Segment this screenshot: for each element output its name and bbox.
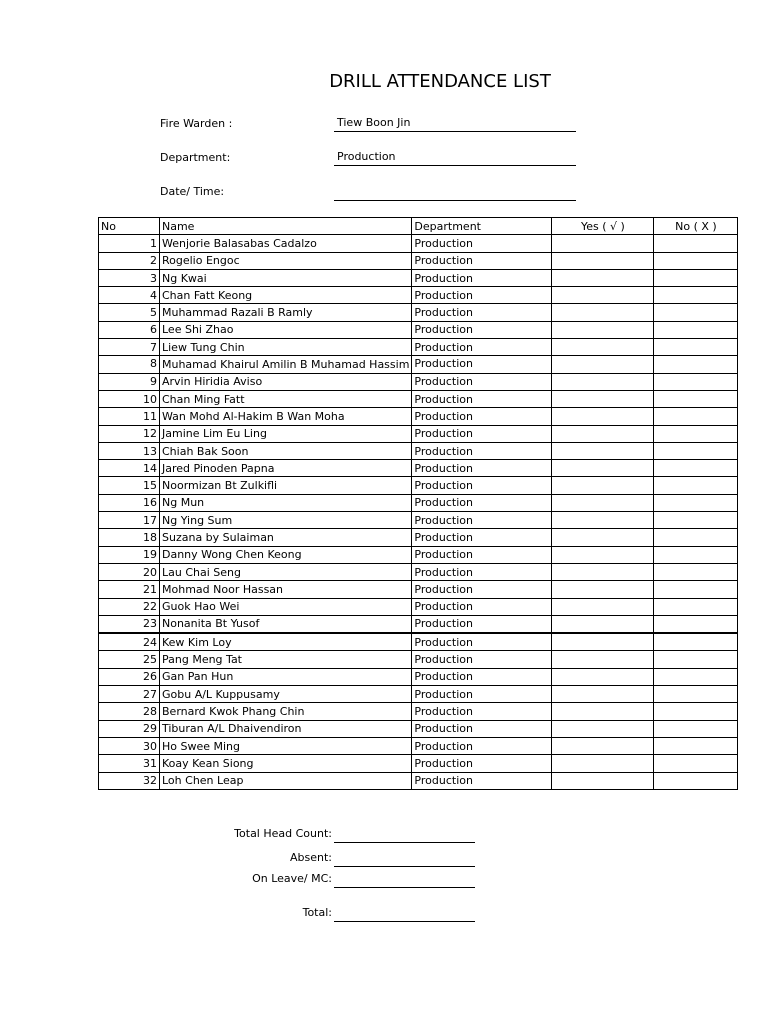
column-header-department: Department	[412, 218, 552, 235]
total-field	[334, 920, 475, 922]
row-department: Production	[412, 633, 552, 651]
row-number: 6	[99, 321, 160, 338]
row-department: Production	[412, 269, 552, 286]
row-name: Chiah Bak Soon	[160, 442, 412, 459]
row-yes-cell	[552, 720, 654, 737]
table-row	[99, 339, 738, 356]
row-department: Production	[412, 615, 552, 633]
row-department: Production	[412, 442, 552, 459]
row-number: 15	[99, 477, 160, 494]
row-department: Production	[412, 546, 552, 563]
row-name: Lau Chai Seng	[160, 563, 412, 580]
row-no-cell	[654, 321, 738, 338]
absent-label: Absent:	[290, 851, 332, 864]
table-row	[99, 494, 738, 511]
row-number: 28	[99, 703, 160, 720]
row-department: Production	[412, 563, 552, 580]
row-department: Production	[412, 772, 552, 789]
table-row	[99, 460, 738, 477]
row-yes-cell	[552, 581, 654, 598]
table-row	[99, 686, 738, 703]
row-name: Noormizan Bt Zulkifli	[160, 477, 412, 494]
row-name: Jamine Lim Eu Ling	[160, 425, 412, 442]
row-number: 32	[99, 772, 160, 789]
table-row	[99, 252, 738, 269]
column-header-yes: Yes ( √ )	[552, 218, 654, 235]
row-yes-cell	[552, 442, 654, 459]
row-number: 30	[99, 737, 160, 754]
row-name: Lee Shi Zhao	[160, 321, 412, 338]
row-department: Production	[412, 390, 552, 407]
row-no-cell	[654, 546, 738, 563]
total-label: Total:	[302, 906, 332, 919]
total-head-count-field	[334, 841, 475, 843]
row-number: 29	[99, 720, 160, 737]
table-row	[99, 235, 738, 252]
row-no-cell	[654, 287, 738, 304]
row-number: 5	[99, 304, 160, 321]
row-department: Production	[412, 287, 552, 304]
row-yes-cell	[552, 460, 654, 477]
row-yes-cell	[552, 598, 654, 615]
row-no-cell	[654, 477, 738, 494]
row-no-cell	[654, 598, 738, 615]
row-name: Ng Kwai	[160, 269, 412, 286]
row-number: 23	[99, 615, 160, 633]
row-no-cell	[654, 529, 738, 546]
row-department: Production	[412, 235, 552, 252]
fire-warden-field: Tiew Boon Jin	[334, 116, 576, 132]
row-name: Chan Ming Fatt	[160, 390, 412, 407]
table-row	[99, 651, 738, 668]
row-number: 31	[99, 755, 160, 772]
row-name: Rogelio Engoc	[160, 252, 412, 269]
table-row	[99, 598, 738, 615]
row-number: 24	[99, 633, 160, 651]
table-row	[99, 356, 738, 373]
on-leave-field	[334, 886, 475, 888]
row-department: Production	[412, 356, 552, 373]
table-row	[99, 390, 738, 407]
table-row	[99, 512, 738, 529]
row-department: Production	[412, 686, 552, 703]
row-no-cell	[654, 563, 738, 580]
row-number: 19	[99, 546, 160, 563]
row-yes-cell	[552, 772, 654, 789]
column-header-name: Name	[160, 218, 412, 235]
row-number: 10	[99, 390, 160, 407]
row-name: Danny Wong Chen Keong	[160, 546, 412, 563]
table-row	[99, 633, 738, 651]
row-department: Production	[412, 477, 552, 494]
datetime-label: Date/ Time:	[160, 185, 225, 198]
row-department: Production	[412, 581, 552, 598]
row-name: Muhammad Razali B Ramly	[160, 304, 412, 321]
row-no-cell	[654, 373, 738, 390]
row-yes-cell	[552, 686, 654, 703]
row-name: Liew Tung Chin	[160, 339, 412, 356]
row-yes-cell	[552, 356, 654, 373]
row-name: Nonanita Bt Yusof	[160, 615, 412, 633]
row-yes-cell	[552, 425, 654, 442]
table-row	[99, 720, 738, 737]
row-department: Production	[412, 494, 552, 511]
row-number: 8	[99, 356, 160, 373]
row-name: Guok Hao Wei	[160, 598, 412, 615]
row-name: Muhamad Khairul Amilin B Muhamad Hassim	[160, 356, 412, 373]
row-no-cell	[654, 356, 738, 373]
table-row	[99, 563, 738, 580]
row-department: Production	[412, 755, 552, 772]
row-department: Production	[412, 529, 552, 546]
row-no-cell	[654, 390, 738, 407]
table-row	[99, 304, 738, 321]
row-number: 25	[99, 651, 160, 668]
row-no-cell	[654, 720, 738, 737]
row-name: Suzana by Sulaiman	[160, 529, 412, 546]
row-name: Ng Ying Sum	[160, 512, 412, 529]
row-number: 12	[99, 425, 160, 442]
row-number: 9	[99, 373, 160, 390]
row-number: 22	[99, 598, 160, 615]
row-name: Arvin Hiridia Aviso	[160, 373, 412, 390]
table-row	[99, 668, 738, 685]
row-no-cell	[654, 442, 738, 459]
row-name: Pang Meng Tat	[160, 651, 412, 668]
row-department: Production	[412, 651, 552, 668]
row-department: Production	[412, 737, 552, 754]
row-department: Production	[412, 425, 552, 442]
table-row	[99, 737, 738, 754]
row-number: 4	[99, 287, 160, 304]
row-number: 20	[99, 563, 160, 580]
row-name: Bernard Kwok Phang Chin	[160, 703, 412, 720]
on-leave-label: On Leave/ MC:	[252, 872, 332, 885]
row-name: Gobu A/L Kuppusamy	[160, 686, 412, 703]
row-number: 3	[99, 269, 160, 286]
row-department: Production	[412, 339, 552, 356]
row-no-cell	[654, 633, 738, 651]
row-yes-cell	[552, 408, 654, 425]
row-department: Production	[412, 408, 552, 425]
department-label: Department:	[160, 151, 231, 164]
datetime-field	[334, 185, 576, 201]
row-no-cell	[654, 235, 738, 252]
row-no-cell	[654, 512, 738, 529]
row-number: 13	[99, 442, 160, 459]
row-name: Koay Kean Siong	[160, 755, 412, 772]
table-row	[99, 772, 738, 789]
total-head-count-label: Total Head Count:	[234, 827, 332, 840]
row-no-cell	[654, 686, 738, 703]
table-row	[99, 581, 738, 598]
table-row	[99, 442, 738, 459]
row-name: Tiburan A/L Dhaivendiron	[160, 720, 412, 737]
row-department: Production	[412, 598, 552, 615]
row-number: 16	[99, 494, 160, 511]
fire-warden-label: Fire Warden :	[160, 117, 233, 130]
row-yes-cell	[552, 563, 654, 580]
row-no-cell	[654, 737, 738, 754]
row-yes-cell	[552, 494, 654, 511]
row-no-cell	[654, 408, 738, 425]
row-name: Wan Mohd Al-Hakim B Wan Moha	[160, 408, 412, 425]
department-field: Production	[334, 150, 576, 166]
row-name: Wenjorie Balasabas Cadalzo	[160, 235, 412, 252]
row-no-cell	[654, 772, 738, 789]
table-row	[99, 425, 738, 442]
row-no-cell	[654, 651, 738, 668]
row-yes-cell	[552, 235, 654, 252]
row-yes-cell	[552, 737, 654, 754]
row-no-cell	[654, 755, 738, 772]
row-yes-cell	[552, 269, 654, 286]
table-row	[99, 477, 738, 494]
row-no-cell	[654, 304, 738, 321]
row-yes-cell	[552, 304, 654, 321]
table-row	[99, 546, 738, 563]
row-name: Ng Mun	[160, 494, 412, 511]
row-yes-cell	[552, 615, 654, 633]
row-yes-cell	[552, 287, 654, 304]
row-number: 14	[99, 460, 160, 477]
row-name: Mohmad Noor Hassan	[160, 581, 412, 598]
row-yes-cell	[552, 529, 654, 546]
row-yes-cell	[552, 321, 654, 338]
row-yes-cell	[552, 339, 654, 356]
row-department: Production	[412, 668, 552, 685]
row-yes-cell	[552, 546, 654, 563]
row-name: Gan Pan Hun	[160, 668, 412, 685]
row-yes-cell	[552, 477, 654, 494]
row-department: Production	[412, 512, 552, 529]
row-department: Production	[412, 460, 552, 477]
row-no-cell	[654, 425, 738, 442]
row-number: 7	[99, 339, 160, 356]
row-no-cell	[654, 252, 738, 269]
table-row	[99, 529, 738, 546]
row-number: 26	[99, 668, 160, 685]
row-yes-cell	[552, 668, 654, 685]
column-header-no-x: No ( X )	[654, 218, 738, 235]
row-number: 18	[99, 529, 160, 546]
row-yes-cell	[552, 651, 654, 668]
row-number: 17	[99, 512, 160, 529]
table-row	[99, 373, 738, 390]
table-header-row	[99, 218, 738, 235]
table-body	[99, 235, 738, 790]
row-name: Jared Pinoden Papna	[160, 460, 412, 477]
row-number: 27	[99, 686, 160, 703]
row-number: 21	[99, 581, 160, 598]
row-yes-cell	[552, 703, 654, 720]
row-number: 2	[99, 252, 160, 269]
row-no-cell	[654, 494, 738, 511]
row-number: 1	[99, 235, 160, 252]
row-yes-cell	[552, 252, 654, 269]
table-row	[99, 703, 738, 720]
page-title: DRILL ATTENDANCE LIST	[329, 71, 551, 92]
row-yes-cell	[552, 755, 654, 772]
row-name: Loh Chen Leap	[160, 772, 412, 789]
table-row	[99, 408, 738, 425]
row-no-cell	[654, 668, 738, 685]
table-row	[99, 615, 738, 633]
table-row	[99, 755, 738, 772]
row-number: 11	[99, 408, 160, 425]
table-row	[99, 269, 738, 286]
attendance-table	[98, 217, 738, 790]
row-no-cell	[654, 269, 738, 286]
row-no-cell	[654, 460, 738, 477]
row-yes-cell	[552, 373, 654, 390]
absent-field	[334, 865, 475, 867]
row-department: Production	[412, 373, 552, 390]
row-yes-cell	[552, 390, 654, 407]
column-header-no: No	[99, 218, 160, 235]
row-department: Production	[412, 252, 552, 269]
table-row	[99, 321, 738, 338]
row-department: Production	[412, 703, 552, 720]
row-department: Production	[412, 321, 552, 338]
table-row	[99, 287, 738, 304]
row-no-cell	[654, 339, 738, 356]
row-yes-cell	[552, 633, 654, 651]
row-name: Ho Swee Ming	[160, 737, 412, 754]
row-no-cell	[654, 615, 738, 633]
row-name: Chan Fatt Keong	[160, 287, 412, 304]
row-department: Production	[412, 304, 552, 321]
row-no-cell	[654, 703, 738, 720]
row-no-cell	[654, 581, 738, 598]
row-department: Production	[412, 720, 552, 737]
row-name: Kew Kim Loy	[160, 633, 412, 651]
row-yes-cell	[552, 512, 654, 529]
